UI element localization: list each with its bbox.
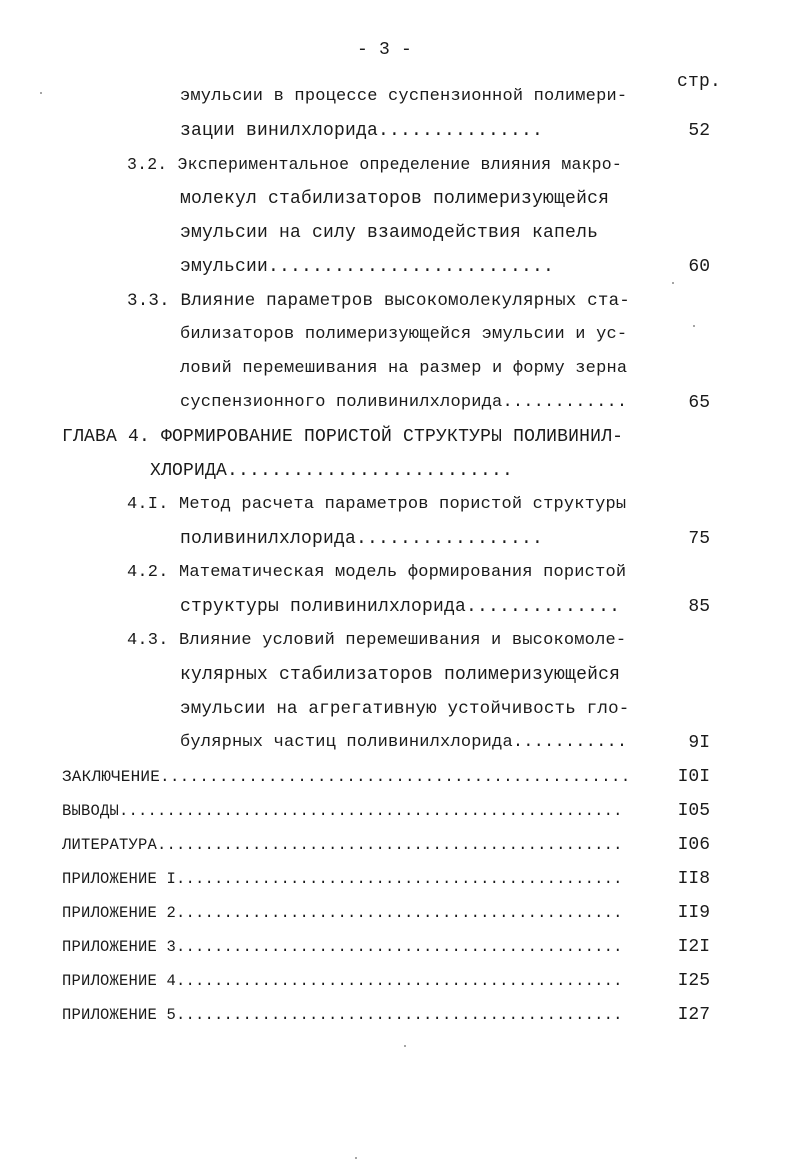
toc-line: эмульсии в процессе суспензионной полимери- xyxy=(180,87,628,106)
toc-line: поливинилхлорида................. xyxy=(180,529,544,549)
toc-line: билизаторов полимеризующейся эмульсии и ус- xyxy=(180,325,628,344)
toc-line: структуры поливинилхлорида.............. xyxy=(180,597,621,617)
toc-line: эмульсии.......................... xyxy=(180,257,555,277)
page-number: - 3 - xyxy=(357,40,413,60)
toc-line: ПРИЛОЖЕНИЕ 2............................................... xyxy=(62,904,623,922)
toc-line: 4.3. Влияние условий перемешивания и высокомоле- xyxy=(127,631,627,650)
scan-speck xyxy=(672,282,674,284)
toc-line: кулярных стабилизаторов полимеризующейся xyxy=(180,665,621,685)
toc-line: зации винилхлорида............... xyxy=(180,121,544,141)
toc-line: эмульсии на силу взаимодействия капель xyxy=(180,223,599,243)
scan-speck xyxy=(355,1157,357,1159)
toc-page-number: 85 xyxy=(688,597,710,617)
toc-line: суспензионного поливинилхлорида............ xyxy=(180,393,628,412)
toc-page-number: I25 xyxy=(677,971,710,991)
toc-page-number: I2I xyxy=(677,937,710,957)
toc-line: булярных частиц поливинилхлорида........... xyxy=(180,733,628,752)
toc-line: 4.2. Математическая модель формирования пористой xyxy=(127,563,627,582)
scan-speck xyxy=(693,325,695,327)
toc-page-number: 75 xyxy=(688,529,710,549)
toc-chapter-heading: ХЛОРИДА.......................... xyxy=(150,461,514,481)
toc-chapter-heading: ГЛАВА 4. ФОРМИРОВАНИЕ ПОРИСТОЙ СТРУКТУРЫ ПОЛИВИНИЛ- xyxy=(62,427,624,447)
toc-line: ПРИЛОЖЕНИЕ I............................................... xyxy=(62,870,623,888)
toc-line: эмульсии на агрегативную устойчивость гло- xyxy=(180,699,630,719)
toc-line: 3.3. Влияние параметров высокомолекулярных ста- xyxy=(127,291,630,311)
toc-page-number: II9 xyxy=(677,903,710,923)
toc-page-number: I0I xyxy=(677,767,710,787)
toc-line: молекул стабилизаторов полимеризующейся xyxy=(180,189,610,209)
toc-line: ПРИЛОЖЕНИЕ 4............................................... xyxy=(62,972,623,990)
toc-page-number: II8 xyxy=(677,869,710,889)
page-column-header: стр. xyxy=(677,72,722,92)
toc-page-number: I27 xyxy=(677,1005,710,1025)
toc-line: 4.I. Метод расчета параметров пористой структуры xyxy=(127,495,627,514)
toc-page-number: I05 xyxy=(677,801,710,821)
toc-page-number: 65 xyxy=(688,393,710,413)
toc-line: ЗАКЛЮЧЕНИЕ................................................ xyxy=(62,768,631,786)
toc-page-number: 60 xyxy=(688,257,710,277)
toc-line: ловий перемешивания на размер и форму зерна xyxy=(180,359,628,378)
scan-speck xyxy=(404,1045,406,1047)
toc-page-number: I06 xyxy=(677,835,710,855)
toc-page-number: 52 xyxy=(688,121,710,141)
toc-line: ПРИЛОЖЕНИЕ 5............................................... xyxy=(62,1006,623,1024)
toc-line: ВЫВОДЫ..................................................... xyxy=(62,802,623,820)
toc-line: ПРИЛОЖЕНИЕ 3............................................... xyxy=(62,938,623,956)
toc-line: ЛИТЕРАТУРА................................................. xyxy=(62,836,623,854)
toc-page-number: 9I xyxy=(688,733,710,753)
toc-line: 3.2. Экспериментальное определение влияния макро- xyxy=(127,155,622,174)
scan-speck xyxy=(40,92,42,94)
